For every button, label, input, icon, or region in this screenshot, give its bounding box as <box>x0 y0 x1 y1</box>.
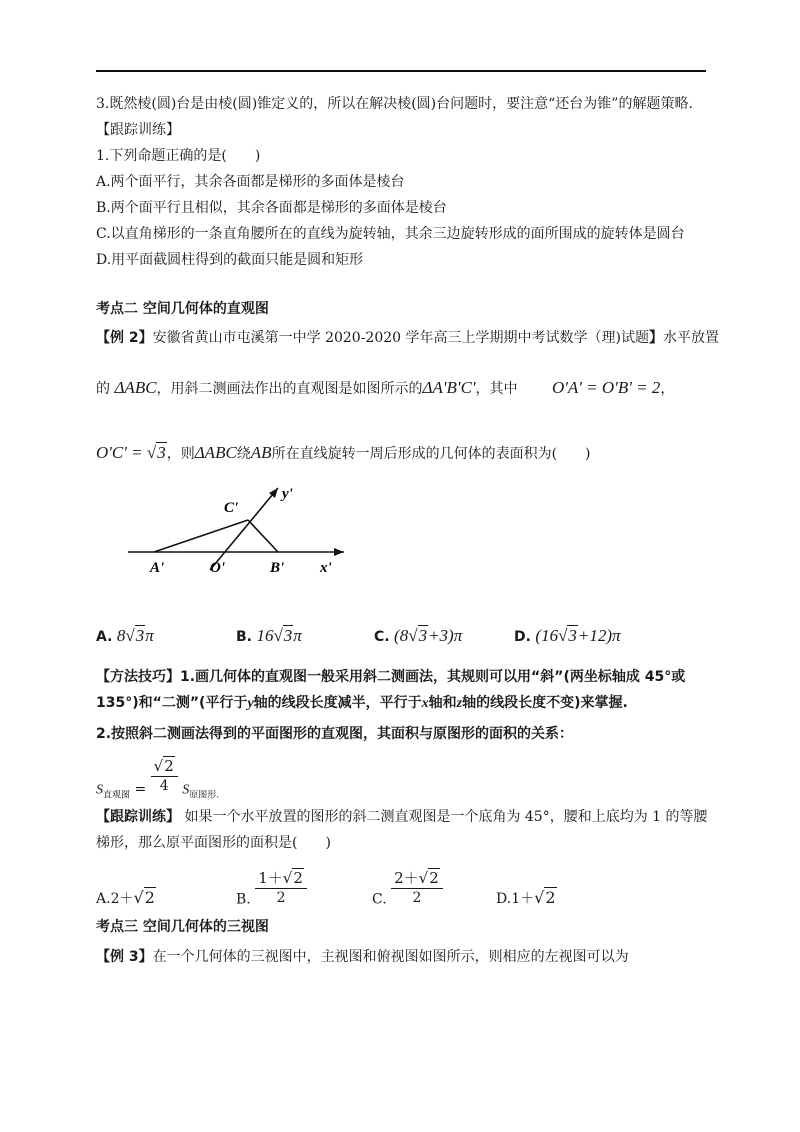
answer-b <box>236 626 302 647</box>
method-tag: 【方法技巧】 <box>96 669 180 685</box>
example-2-line1 <box>96 329 719 347</box>
radicand: 2 <box>144 888 155 907</box>
text-fragment: 的 <box>96 381 110 397</box>
var-x: x <box>421 696 429 711</box>
method-text: 1.画几何体的直观图一般采用斜二测画法，其规则可以用“斜”(两坐标轴成 45°或 <box>180 669 686 685</box>
label-a-prime: A' <box>150 560 165 576</box>
answer-post: π <box>293 626 302 645</box>
method-line2 <box>96 694 628 713</box>
option-pre: 2＋ <box>110 891 134 907</box>
label-y-prime: y' <box>282 486 293 502</box>
text-fragment: 所在直线旋转一周后形成的几何体的表面积为( ) <box>271 446 591 462</box>
fraction <box>255 868 307 907</box>
example-3-text: 在一个几何体的三视图中，主视图和俯视图如图所示，则相应的左视图可以为 <box>152 949 629 965</box>
sqrt-icon: √2 <box>418 869 439 887</box>
equals-sign: = <box>130 781 151 798</box>
sqrt-3: √3 <box>146 443 166 462</box>
fu2-option-a <box>96 888 156 909</box>
answer-letter: B. <box>236 629 252 645</box>
numerator <box>255 868 307 889</box>
text-fragment: ，则 <box>166 446 195 462</box>
text-fragment: 135°)和“二测”(平行于 <box>96 695 248 711</box>
header-rule <box>96 70 706 72</box>
radicand: 2 <box>429 869 439 887</box>
text-fragment: 轴的线段长度不变)来掌握. <box>462 695 628 711</box>
sqrt-icon: √3 <box>558 626 577 645</box>
section-3-title: 考点三 空间几何体的三视图 <box>96 919 269 935</box>
option-pre: 1＋ <box>511 891 535 907</box>
subscript-intuitive: 直观图 <box>103 790 131 801</box>
sqrt-icon: √2 <box>534 888 556 907</box>
question-1: 1.下列命题正确的是( ) <box>96 148 261 164</box>
triangle-abc: ΔABC <box>114 378 157 397</box>
area-relation <box>96 756 220 801</box>
followup-heading-1: 【跟踪训练】 <box>96 122 180 138</box>
option-letter: D. <box>496 891 512 907</box>
radicand: 2 <box>545 888 556 907</box>
label-o-prime: O' <box>210 560 225 576</box>
section-2-title: 考点二 空间几何体的直观图 <box>96 301 269 317</box>
followup2-text: 如果一个水平放置的图形的斜二测直观图是一个底角为 45°，腰和上底均为 1 的等腰 <box>184 809 708 825</box>
text-fragment: 轴的线段长度减半，平行于 <box>253 695 422 711</box>
answer-pre: 8 <box>116 626 126 645</box>
sqrt-icon: √2 <box>133 888 155 907</box>
fraction-root2-over-4 <box>151 756 178 795</box>
example-3 <box>96 948 629 966</box>
example-3-tag: 【例 3】 <box>96 949 153 965</box>
axis-ab: AB <box>250 443 272 462</box>
fu2-option-c <box>372 868 443 910</box>
var-y: y <box>247 696 254 711</box>
example-2-line3 <box>96 440 591 467</box>
denominator: 2 <box>412 890 422 906</box>
answer-letter: A. <box>96 629 113 645</box>
numerator <box>391 868 443 889</box>
denominator: 2 <box>276 890 286 906</box>
num-pre: 2＋ <box>394 869 419 887</box>
example-2-tag: 【例 2】 <box>96 330 153 346</box>
answer-post: +3)π <box>428 626 463 645</box>
option-a: A.两个面平行，其余各面都是梯形的多面体是棱台 <box>96 174 405 190</box>
option-letter: B. <box>236 891 251 908</box>
radicand: 3 <box>157 443 166 462</box>
text-fragment: ，其中 <box>475 381 518 397</box>
sqrt-icon: √3 <box>125 626 145 645</box>
fu2-option-b <box>236 868 307 910</box>
option-c: C.以直角梯形的一条直角腰所在的直线为旋转轴，其余三边旋转形成的面所围成的旋转体是圆台 <box>96 226 685 242</box>
answer-pre: 16 <box>256 626 274 645</box>
radicand: 2 <box>164 757 174 775</box>
followup-heading-2: 【跟踪训练】 <box>96 809 180 825</box>
text-fragment: 轴和 <box>428 695 457 711</box>
answer-a <box>96 626 154 647</box>
example-2-text: 水平放置 <box>662 330 719 346</box>
segment-cb <box>248 520 278 552</box>
answer-letter: C. <box>374 629 390 645</box>
radicand: 3 <box>135 626 145 645</box>
answer-pre: (16 <box>535 626 559 645</box>
segment-ac <box>154 520 248 552</box>
answer-letter: D. <box>514 629 531 645</box>
text-fragment: ，用斜二测画法作出的直观图是如图所示的 <box>156 381 423 397</box>
radicand: 3 <box>568 626 577 645</box>
option-letter: A. <box>96 891 111 907</box>
option-letter: C. <box>372 891 387 908</box>
option-b: B.两个面平行且相似，其余各面都是梯形的多面体是棱台 <box>96 200 447 216</box>
answer-pre: (8 <box>394 626 409 645</box>
label-x-prime: x' <box>320 560 332 576</box>
var-s: S <box>96 782 103 798</box>
radicand: 3 <box>418 626 428 645</box>
option-d: D.用平面截圆柱得到的截面只能是圆和矩形 <box>96 252 364 268</box>
text-fragment: 绕 <box>236 446 251 462</box>
triangle-abc-2: ΔABC <box>194 443 237 462</box>
answer-d <box>514 626 621 647</box>
radicand: 2 <box>293 869 303 887</box>
answer-post: π <box>145 626 154 645</box>
example-2-source: 安徽省黄山市屯溪第一中学 2020-2020 学年高三上学期期中考试数学（理)试题 <box>152 330 649 346</box>
method-line1 <box>96 668 685 686</box>
var-s-2: S <box>182 782 190 798</box>
followup2-line2: 梯形，那么原平面图形的面积是( ) <box>96 835 331 851</box>
label-b-prime: B' <box>270 560 285 576</box>
note-3: 3.既然棱(圆)台是由棱(圆)锥定义的，所以在解决棱(圆)台问题时，要注意“还台为锥”的解题策略. <box>96 96 693 112</box>
triangle-abc-prime: ΔA'B'C' <box>422 378 476 397</box>
fraction <box>391 868 443 907</box>
sqrt-icon: √2 <box>153 757 174 775</box>
label-c-prime: C' <box>224 500 239 516</box>
sqrt-icon: √3 <box>408 626 428 645</box>
method-line3: 2.按照斜二测画法得到的平面图形的直观图，其面积与原图形的面积的关系： <box>96 726 574 742</box>
radicand: 3 <box>283 626 293 645</box>
example-2-line2 <box>96 375 674 402</box>
sqrt-icon: √2 <box>282 869 303 887</box>
text-fragment: ， <box>660 381 675 397</box>
answer-c <box>374 626 462 647</box>
equation-oa-ob: O'A' = O'B' = 2 <box>552 378 661 397</box>
equation-oc: O'C' = <box>96 443 147 462</box>
example-2-close: 】 <box>648 330 663 346</box>
answer-post: +12)π <box>577 626 621 645</box>
sqrt-icon: √3 <box>273 626 293 645</box>
subscript-original: 原图形. <box>189 790 220 801</box>
denominator: 4 <box>159 778 169 794</box>
oblique-projection-figure <box>120 480 360 580</box>
var-z: z <box>456 696 463 711</box>
x-axis-arrow <box>334 548 344 556</box>
fu2-option-d <box>496 888 557 909</box>
numerator <box>151 756 178 777</box>
followup2-line1 <box>96 808 708 826</box>
num-pre: 1＋ <box>258 869 283 887</box>
